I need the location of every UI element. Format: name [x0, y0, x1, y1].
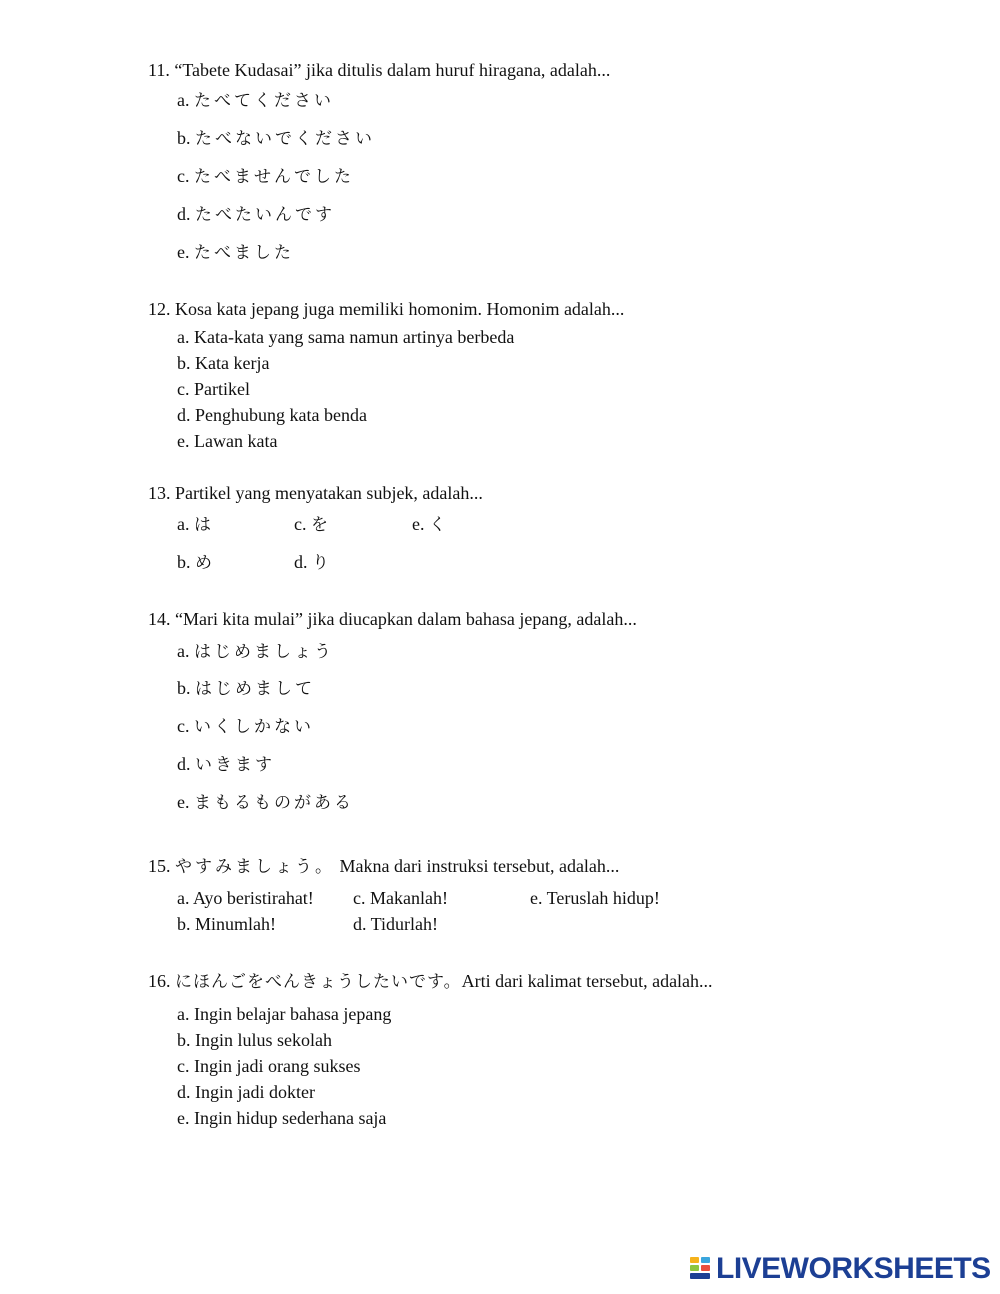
q14-option-b[interactable]: [177, 677, 315, 700]
option-text: は: [194, 515, 214, 535]
question-number: 16.: [148, 971, 171, 991]
option-letter: d.: [177, 204, 191, 224]
option-letter: e.: [177, 242, 190, 262]
question-13-stem: 13. Partikel yang menyatakan subjek, adalah...: [148, 483, 483, 503]
option-letter: c.: [177, 166, 190, 186]
q13-option-c[interactable]: [294, 513, 331, 536]
option-letter: b.: [177, 678, 191, 698]
q15-option-c[interactable]: c. Makanlah!: [353, 888, 448, 908]
question-16-stem: [148, 970, 713, 993]
q15-option-d[interactable]: d. Tidurlah!: [353, 914, 439, 934]
q15-option-e[interactable]: e. Teruslah hidup!: [530, 888, 660, 908]
logo-text: LIVEWORKSHEETS: [716, 1252, 991, 1285]
option-text: まもるものがある: [194, 793, 354, 813]
option-letter: d.: [294, 552, 308, 572]
option-text: たべないでください: [195, 129, 375, 149]
option-text: はじめましょう: [194, 642, 334, 662]
q11-option-a[interactable]: [177, 89, 334, 112]
liveworksheets-logo: [690, 1252, 991, 1286]
q14-option-d[interactable]: [177, 753, 275, 776]
option-letter: d.: [177, 754, 191, 774]
option-letter: c.: [294, 514, 307, 534]
q16-option-b[interactable]: b. Ingin lulus sekolah: [177, 1030, 332, 1050]
q15-option-a[interactable]: a. Ayo beristirahat!: [177, 888, 314, 908]
question-japanese-text: にほんごをべんきょうしたいです。: [175, 972, 462, 992]
q16-option-d[interactable]: d. Ingin jadi dokter: [177, 1082, 315, 1102]
q12-option-e[interactable]: e. Lawan kata: [177, 431, 278, 451]
option-text: たべてください: [194, 91, 334, 111]
option-letter: a.: [177, 90, 190, 110]
q14-option-a[interactable]: [177, 640, 334, 663]
option-text: たべました: [194, 243, 294, 263]
q13-option-b[interactable]: [177, 551, 215, 574]
question-text: Arti dari kalimat tersebut, adalah...: [461, 971, 713, 991]
q16-option-c[interactable]: c. Ingin jadi orang sukses: [177, 1056, 361, 1076]
option-text: はじめまして: [195, 679, 315, 699]
option-text: たべたいんです: [195, 205, 335, 225]
q12-option-c[interactable]: c. Partikel: [177, 379, 250, 399]
q16-option-e[interactable]: e. Ingin hidup sederhana saja: [177, 1108, 387, 1128]
q11-option-c[interactable]: [177, 165, 354, 188]
q15-option-b[interactable]: b. Minumlah!: [177, 914, 276, 934]
q14-option-c[interactable]: [177, 715, 314, 738]
q11-option-d[interactable]: [177, 203, 335, 226]
option-letter: a.: [177, 514, 190, 534]
logo-mark-icon: [690, 1255, 712, 1283]
question-text: Makna dari instruksi tersebut, adalah...: [339, 856, 620, 876]
q13-option-e[interactable]: [412, 513, 449, 536]
question-15-stem: [148, 855, 619, 878]
option-text: り: [312, 553, 332, 573]
question-japanese-text: やすみましょう。: [175, 857, 335, 877]
option-text: たべませんでした: [194, 167, 354, 187]
q14-option-e[interactable]: [177, 791, 354, 814]
q13-option-a[interactable]: [177, 513, 214, 536]
question-number: 15.: [148, 856, 171, 876]
question-12-stem: 12. Kosa kata jepang juga memiliki homonim. Homonim adalah...: [148, 299, 625, 319]
question-14-stem: 14. “Mari kita mulai” jika diucapkan dalam bahasa jepang, adalah...: [148, 609, 637, 629]
option-letter: e.: [412, 514, 425, 534]
option-letter: c.: [177, 716, 190, 736]
option-letter: a.: [177, 641, 190, 661]
q12-option-b[interactable]: b. Kata kerja: [177, 353, 270, 373]
q11-option-b[interactable]: [177, 127, 375, 150]
q16-option-a[interactable]: a. Ingin belajar bahasa jepang: [177, 1004, 392, 1024]
q13-option-d[interactable]: [294, 551, 332, 574]
q11-option-e[interactable]: [177, 241, 294, 264]
option-letter: e.: [177, 792, 190, 812]
q12-option-d[interactable]: d. Penghubung kata benda: [177, 405, 367, 425]
option-text: を: [311, 515, 331, 535]
option-letter: b.: [177, 552, 191, 572]
option-letter: b.: [177, 128, 191, 148]
q12-option-a[interactable]: a. Kata-kata yang sama namun artinya berbeda: [177, 327, 515, 347]
option-text: め: [195, 553, 215, 573]
option-text: く: [429, 515, 449, 535]
question-11-stem: 11. “Tabete Kudasai” jika ditulis dalam huruf hiragana, adalah...: [148, 60, 611, 80]
option-text: いくしかない: [194, 717, 314, 737]
option-text: いきます: [195, 755, 275, 775]
